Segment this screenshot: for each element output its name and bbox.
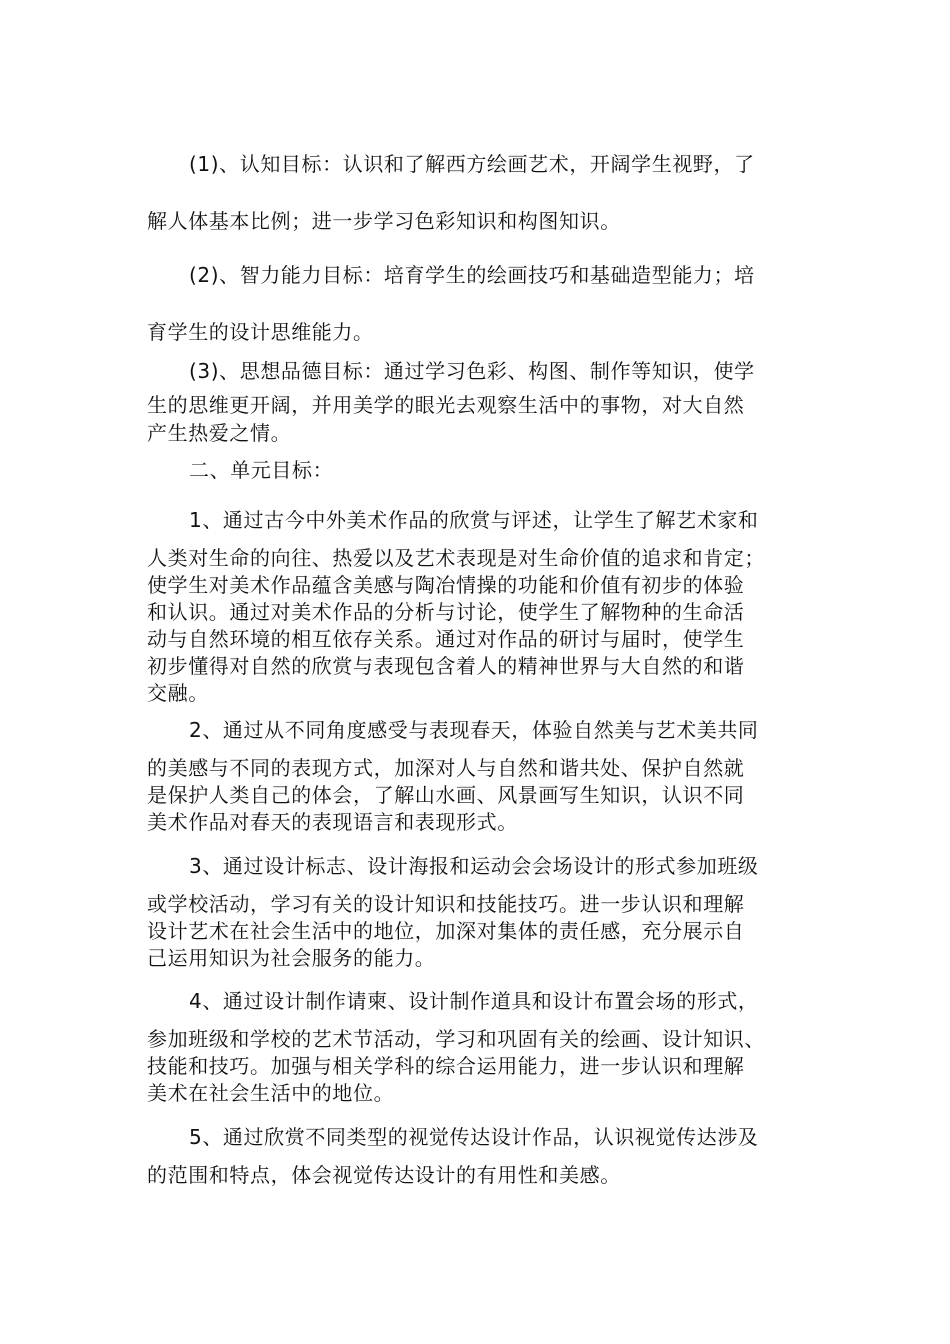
paragraph-line: 解人体基本比例；进一步学习色彩知识和构图知识。 xyxy=(147,209,621,233)
paragraph-line: 育学生的设计思维能力。 xyxy=(147,320,374,344)
paragraph-line: 设计艺术在社会生活中的地位，加深对集体的责任感，充分展示自 xyxy=(147,919,745,943)
objective-moral xyxy=(147,357,807,447)
paragraph-line: 5、通过欣赏不同类型的视觉传达设计作品，认识视觉传达涉及 xyxy=(189,1125,759,1149)
paragraph-line: 美术在社会生活中的地位。 xyxy=(147,1081,395,1105)
objective-intellectual xyxy=(147,247,807,361)
paragraph-line: 动与自然环境的相互依存关系。通过对作品的研讨与届时，使学生 xyxy=(147,627,745,651)
unit-goal-4 xyxy=(147,988,807,1107)
paragraph-line: 1、通过古今中外美术作品的欣赏与评述，让学生了解艺术家和 xyxy=(189,508,759,532)
paragraph-line: 的范围和特点，体会视觉传达设计的有用性和美感。 xyxy=(147,1163,621,1187)
unit-goal-1 xyxy=(147,507,807,707)
unit-goal-2 xyxy=(147,717,807,836)
paragraph-line: 使学生对美术作品蕴含美感与陶冶情操的功能和价值有初步的体验 xyxy=(147,573,745,597)
section-heading-unit-goals: 二、单元目标： xyxy=(189,458,334,482)
objective-cognitive xyxy=(147,136,807,250)
paragraph-line: 和认识。通过对美术作品的分析与讨论，使学生了解物种的生命活 xyxy=(147,600,745,624)
paragraph-line: 4、通过设计制作请柬、设计制作道具和设计布置会场的形式， xyxy=(189,989,759,1013)
paragraph-line: 技能和技巧。加强与相关学科的综合运用能力，进一步认识和理解 xyxy=(147,1054,745,1078)
paragraph-line: 产生热爱之情。 xyxy=(147,421,292,445)
paragraph-line: 是保护人类自己的体会，了解山水画、风景画写生知识，认识不同 xyxy=(147,783,745,807)
unit-goal-3 xyxy=(147,853,807,972)
paragraph-line: 参加班级和学校的艺术节活动，学习和巩固有关的绘画、设计知识、 xyxy=(147,1027,765,1051)
paragraph-line: 或学校活动，学习有关的设计知识和技能技巧。进一步认识和理解 xyxy=(147,892,745,916)
paragraph-line: (3)、思想品德目标：通过学习色彩、构图、制作等知识，使学 xyxy=(189,359,755,383)
paragraph-line: 美术作品对春天的表现语言和表现形式。 xyxy=(147,810,518,834)
paragraph-line: 初步懂得对自然的欣赏与表现包含着人的精神世界与大自然的和谐 xyxy=(147,654,745,678)
paragraph-line: (1)、认知目标：认识和了解西方绘画艺术，开阔学生视野，了 xyxy=(189,152,755,176)
paragraph-line: 人类对生命的向往、热爱以及艺术表现是对生命价值的追求和肯定； xyxy=(147,546,765,570)
unit-goal-5 xyxy=(147,1124,807,1189)
paragraph-line: (2)、智力能力目标：培育学生的绘画技巧和基础造型能力；培 xyxy=(189,263,755,287)
paragraph-line: 交融。 xyxy=(147,681,209,705)
paragraph-line: 2、通过从不同角度感受与表现春天，体验自然美与艺术美共同 xyxy=(189,718,759,742)
paragraph-line: 3、通过设计标志、设计海报和运动会会场设计的形式参加班级 xyxy=(189,854,759,878)
paragraph-line: 生的思维更开阔，并用美学的眼光去观察生活中的事物，对大自然 xyxy=(147,393,745,417)
paragraph-line: 己运用知识为社会服务的能力。 xyxy=(147,946,436,970)
paragraph-line: 的美感与不同的表现方式，加深对人与自然和谐共处、保护自然就 xyxy=(147,756,745,780)
